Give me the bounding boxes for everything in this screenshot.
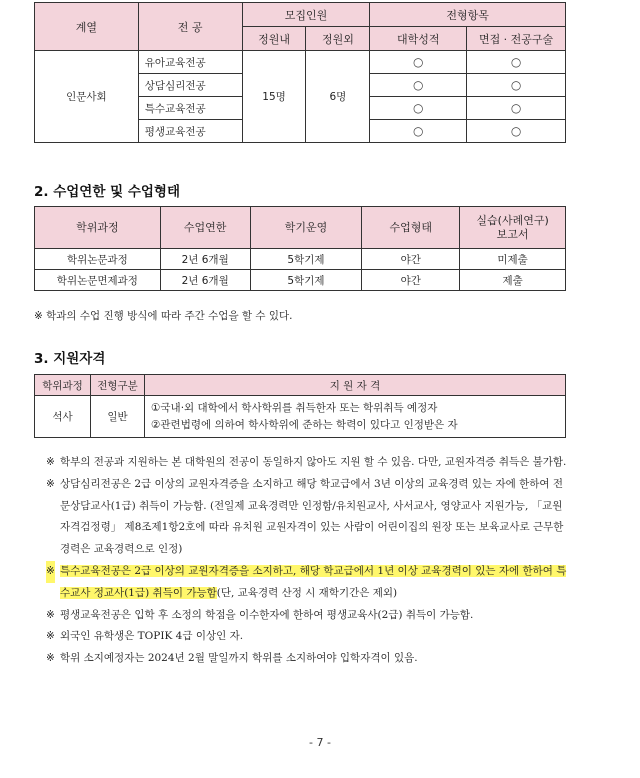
quota-out-cell: 6명 [306,51,370,143]
section-3-heading: 3. 지원자격 [34,351,106,367]
note-text: 학위 소지예정자는 2024년 2월 말일까지 학위를 소지하여야 입학자격이 있음. [60,652,418,665]
major-cell: 유아교육전공 [138,51,242,74]
note-text: 상담심리전공은 2급 이상의 교원자격증을 소지하고 해당 학교급에서 3년 이상의 교육경력 있는 자에 한하여 전문상담교사(1급) 취득이 가능함. (전일제 교육경력만 인정함/유치원교사, 사서교사, 영양교사 지원가능, 「교원자격검정령」 제8조제1항2호에 따라 유치원 교원자격이 있는 사람이 어린이집의 원장 또는 보육교사로 근무한 경력은 교육경력으로 인정) [60,477,564,556]
list-item [46,452,568,474]
page-number: - 7 - [309,736,331,749]
header-type: 전형구분 [91,375,145,396]
header-report: 실습(사례연구) 보고서 [460,207,566,249]
degree-cell: 학위논문면제과정 [35,270,161,291]
note-mark: ※ [46,630,55,643]
header-items: 전형항목 [370,3,566,27]
section-2-heading: 2. 수업연한 및 수업형태 [34,184,180,200]
duration-cell: 2년 6개월 [160,270,250,291]
note-text: 학부의 전공과 지원하는 본 대학원의 전공이 동일하지 않아도 지원 할 수 있음. 다만, 교원자격증 취득은 불가함. [60,456,567,468]
list-item [46,561,568,605]
note-text: 평생교육전공은 입학 후 소정의 학점을 이수한자에 한하여 평생교육사(2급) 취득이 가능함. [60,608,474,621]
type-cell: 일반 [91,396,145,438]
header-semester: 학기운영 [250,207,362,249]
header-quota-out: 정원외 [306,27,370,51]
notes-list [46,452,568,670]
eligibility-table [34,374,566,438]
header-interview: 면접 · 전공구술 [467,27,566,51]
quota-in-cell: 15명 [242,51,306,143]
header-degree: 학위과정 [35,375,91,396]
grades-check: ○ [370,120,467,143]
report-cell: 제출 [460,270,566,291]
list-item [46,474,568,561]
course-table [34,206,566,291]
note-mark: ※ [46,477,55,490]
note-mark: ※ [46,456,55,468]
note-mark: ※ [46,652,55,665]
class-note: ※ 학과의 수업 진행 방식에 따라 주간 수업을 할 수 있다. [34,310,293,322]
requirement-1: ①국내·외 대학에서 학사학위를 취득한자 또는 학위취득 예정자 [151,401,438,414]
class-type-cell: 야간 [362,249,460,270]
header-duration: 수업연한 [160,207,250,249]
note-mark: ※ [46,608,55,621]
grades-check: ○ [370,97,467,120]
note-text: 외국인 유학생은 TOPIK 4급 이상인 자. [60,630,244,643]
report-cell: 미제출 [460,249,566,270]
header-grades: 대학성적 [370,27,467,51]
requirements-cell [145,396,566,438]
list-item [46,648,568,670]
note-mark: ※ [46,561,55,583]
note-text: (단, 교육경력 산정 시 재학기간은 제외) [216,586,398,599]
major-cell: 특수교육전공 [138,97,242,120]
degree-cell: 학위논문과정 [35,249,161,270]
quota-table [34,2,566,143]
header-group: 계열 [35,3,139,51]
interview-check: ○ [467,120,566,143]
major-cell: 상담심리전공 [138,74,242,97]
table-row [35,51,566,74]
semester-cell: 5학기제 [250,270,362,291]
interview-check: ○ [467,74,566,97]
header-degree: 학위과정 [35,207,161,249]
header-quota-in: 정원내 [242,27,306,51]
grades-check: ○ [370,74,467,97]
header-requirements: 지 원 자 격 [145,375,566,396]
group-cell: 인문사회 [35,51,139,143]
header-major: 전 공 [138,3,242,51]
header-quota: 모집인원 [242,3,370,27]
table-row [35,396,566,438]
list-item [46,605,568,627]
semester-cell: 5학기제 [250,249,362,270]
grades-check: ○ [370,51,467,74]
class-type-cell: 야간 [362,270,460,291]
requirement-2: ②관련법령에 의하여 학사학위에 준하는 학력이 있다고 인정받은 자 [151,418,458,431]
interview-check: ○ [467,51,566,74]
duration-cell: 2년 6개월 [160,249,250,270]
interview-check: ○ [467,97,566,120]
list-item [46,626,568,648]
note-highlight-text: 특수교육전공은 2급 이상의 교원자격증을 소지하고, 해당 학교급에서 1년 이상 교육경력이 있는 자에 한하여 특수교사 정교사(1급) 취득이 가능함 [60,564,567,599]
table-row [35,270,566,291]
major-cell: 평생교육전공 [138,120,242,143]
degree-cell: 석사 [35,396,91,438]
table-row [35,249,566,270]
header-class-type: 수업형태 [362,207,460,249]
